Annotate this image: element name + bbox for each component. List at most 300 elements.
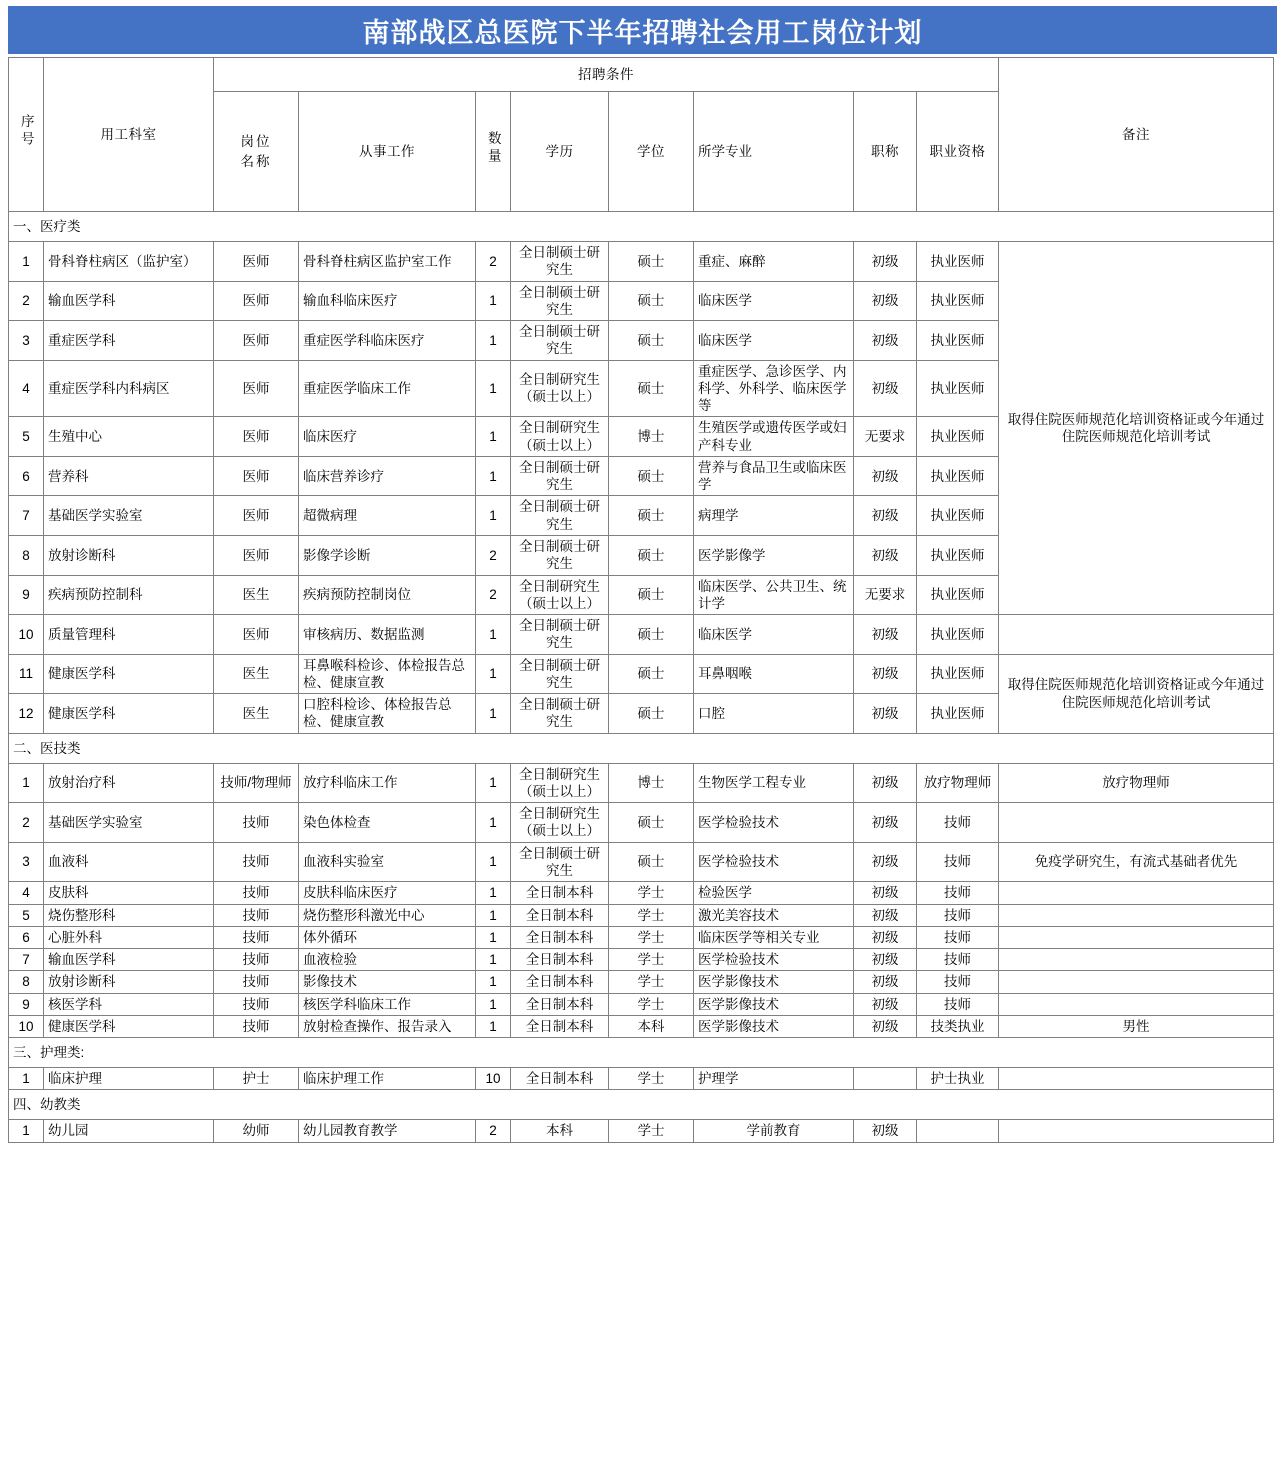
cell-work: 临床营养诊疗 xyxy=(299,456,476,496)
cell-seq: 7 xyxy=(9,949,44,971)
cell-num: 1 xyxy=(476,694,511,734)
cell-note xyxy=(999,615,1274,655)
cell-work: 输血科临床医疗 xyxy=(299,281,476,321)
cell-title-rank: 初级 xyxy=(854,615,917,655)
cell-work: 幼儿园教育教学 xyxy=(299,1120,476,1142)
cell-post: 技师 xyxy=(214,971,299,993)
cell-cert: 执业医师 xyxy=(917,654,999,694)
cell-post: 护士 xyxy=(214,1068,299,1090)
cell-dept: 基础医学实验室 xyxy=(44,496,214,536)
cell-title-rank: 无要求 xyxy=(854,417,917,457)
col-header-seq-label: 序号 xyxy=(18,114,34,150)
col-header-dept: 用工科室 xyxy=(44,58,214,212)
cell-dept: 心脏外科 xyxy=(44,926,214,948)
cell-note xyxy=(999,904,1274,926)
cell-edu: 全日制本科 xyxy=(511,993,609,1015)
col-header-seq xyxy=(9,58,44,212)
cell-title-rank: 初级 xyxy=(854,763,917,803)
cell-cert: 技师 xyxy=(917,993,999,1015)
cell-title-rank xyxy=(854,1068,917,1090)
cell-title-rank: 初级 xyxy=(854,882,917,904)
cell-post: 医师 xyxy=(214,535,299,575)
cell-degree: 学士 xyxy=(609,1068,694,1090)
cell-num: 1 xyxy=(476,971,511,993)
cell-work: 审核病历、数据监测 xyxy=(299,615,476,655)
cell-dept: 骨科脊柱病区（监护室） xyxy=(44,242,214,282)
cell-major: 医学影像学 xyxy=(694,535,854,575)
cell-seq: 11 xyxy=(9,654,44,694)
cell-post: 医师 xyxy=(214,321,299,361)
cell-post: 技师 xyxy=(214,882,299,904)
cell-degree: 学士 xyxy=(609,1120,694,1142)
cell-post: 医师 xyxy=(214,496,299,536)
cell-major: 护理学 xyxy=(694,1068,854,1090)
cell-dept: 重症医学科 xyxy=(44,321,214,361)
col-header-work: 从事工作 xyxy=(299,92,476,212)
table-row xyxy=(9,993,1274,1015)
section-header-row xyxy=(9,1038,1274,1068)
cell-work: 影像技术 xyxy=(299,971,476,993)
cell-work: 体外循环 xyxy=(299,926,476,948)
cell-dept: 放射诊断科 xyxy=(44,971,214,993)
cell-seq: 4 xyxy=(9,882,44,904)
cell-post: 技师 xyxy=(214,842,299,882)
cell-seq: 9 xyxy=(9,993,44,1015)
cell-cert: 技师 xyxy=(917,949,999,971)
cell-note xyxy=(999,971,1274,993)
cell-edu: 全日制硕士研究生 xyxy=(511,654,609,694)
cell-note: 男性 xyxy=(999,1015,1274,1037)
cell-seq: 1 xyxy=(9,763,44,803)
cell-dept: 临床护理 xyxy=(44,1068,214,1090)
cell-work: 烧伤整形科激光中心 xyxy=(299,904,476,926)
table-body xyxy=(9,212,1274,1143)
cell-degree: 硕士 xyxy=(609,535,694,575)
cell-post: 技师 xyxy=(214,803,299,843)
cell-num: 1 xyxy=(476,842,511,882)
cell-cert: 技师 xyxy=(917,926,999,948)
cell-edu: 全日制本科 xyxy=(511,949,609,971)
cell-num: 1 xyxy=(476,281,511,321)
cell-work: 核医学科临床工作 xyxy=(299,993,476,1015)
cell-edu: 全日制硕士研究生 xyxy=(511,242,609,282)
cell-major: 医学影像技术 xyxy=(694,971,854,993)
cell-work: 临床医疗 xyxy=(299,417,476,457)
cell-num: 10 xyxy=(476,1068,511,1090)
table-row xyxy=(9,1015,1274,1037)
cell-degree: 学士 xyxy=(609,882,694,904)
cell-seq: 9 xyxy=(9,575,44,615)
cell-seq: 5 xyxy=(9,417,44,457)
col-header-edu: 学历 xyxy=(511,92,609,212)
cell-edu: 全日制硕士研究生 xyxy=(511,281,609,321)
cell-major: 重症医学、急诊医学、内科学、外科学、临床医学等 xyxy=(694,360,854,417)
cell-post: 技师 xyxy=(214,926,299,948)
cell-dept: 疾病预防控制科 xyxy=(44,575,214,615)
cell-title-rank: 初级 xyxy=(854,949,917,971)
cell-cert: 执业医师 xyxy=(917,417,999,457)
cell-edu: 本科 xyxy=(511,1120,609,1142)
cell-num: 1 xyxy=(476,456,511,496)
job-plan-table-wrap xyxy=(8,57,1273,1143)
cell-note xyxy=(999,949,1274,971)
cell-degree: 硕士 xyxy=(609,615,694,655)
cell-post: 技师 xyxy=(214,993,299,1015)
cell-major: 生物医学工程专业 xyxy=(694,763,854,803)
cell-title-rank: 初级 xyxy=(854,1120,917,1142)
cell-degree: 硕士 xyxy=(609,321,694,361)
table-row xyxy=(9,1068,1274,1090)
cell-degree: 博士 xyxy=(609,417,694,457)
cell-num: 1 xyxy=(476,417,511,457)
header-row-group xyxy=(9,58,1274,92)
cell-num: 1 xyxy=(476,993,511,1015)
cell-work: 疾病预防控制岗位 xyxy=(299,575,476,615)
cell-post: 医师 xyxy=(214,281,299,321)
cell-seq: 8 xyxy=(9,971,44,993)
cell-degree: 硕士 xyxy=(609,496,694,536)
cell-post: 技师/物理师 xyxy=(214,763,299,803)
cell-major: 激光美容技术 xyxy=(694,904,854,926)
cell-cert: 技类执业 xyxy=(917,1015,999,1037)
cell-degree: 学士 xyxy=(609,949,694,971)
cell-cert: 执业医师 xyxy=(917,615,999,655)
cell-work: 骨科脊柱病区监护室工作 xyxy=(299,242,476,282)
cell-note: 取得住院医师规范化培训资格证或今年通过住院医师规范化培训考试 xyxy=(999,654,1274,733)
cell-title-rank: 初级 xyxy=(854,971,917,993)
cell-num: 2 xyxy=(476,1120,511,1142)
cell-num: 1 xyxy=(476,360,511,417)
cell-edu: 全日制硕士研究生 xyxy=(511,842,609,882)
cell-dept: 重症医学科内科病区 xyxy=(44,360,214,417)
cell-work: 血液检验 xyxy=(299,949,476,971)
cell-degree: 硕士 xyxy=(609,842,694,882)
cell-dept: 血液科 xyxy=(44,842,214,882)
cell-seq: 10 xyxy=(9,1015,44,1037)
cell-post: 幼师 xyxy=(214,1120,299,1142)
cell-dept: 生殖中心 xyxy=(44,417,214,457)
cell-work: 重症医学科临床医疗 xyxy=(299,321,476,361)
cell-edu: 全日制本科 xyxy=(511,882,609,904)
cell-seq: 3 xyxy=(9,842,44,882)
col-header-note: 备注 xyxy=(999,58,1274,212)
table-row xyxy=(9,763,1274,803)
cell-cert: 放疗物理师 xyxy=(917,763,999,803)
cell-degree: 博士 xyxy=(609,763,694,803)
cell-degree: 本科 xyxy=(609,1015,694,1037)
cell-major: 学前教育 xyxy=(694,1120,854,1142)
cell-degree: 硕士 xyxy=(609,803,694,843)
cell-post: 医师 xyxy=(214,242,299,282)
cell-edu: 全日制研究生（硕士以上） xyxy=(511,763,609,803)
cell-note xyxy=(999,1068,1274,1090)
table-header xyxy=(9,58,1274,212)
cell-post: 医师 xyxy=(214,417,299,457)
section-header-label: 一、医疗类 xyxy=(9,212,1274,242)
cell-work: 口腔科检诊、体检报告总检、健康宣教 xyxy=(299,694,476,734)
cell-title-rank: 初级 xyxy=(854,456,917,496)
cell-work: 超微病理 xyxy=(299,496,476,536)
cell-major: 临床医学等相关专业 xyxy=(694,926,854,948)
cell-edu: 全日制硕士研究生 xyxy=(511,694,609,734)
cell-title-rank: 初级 xyxy=(854,803,917,843)
cell-num: 1 xyxy=(476,615,511,655)
cell-cert: 执业医师 xyxy=(917,575,999,615)
col-header-post-label: 岗位名称 xyxy=(240,133,272,169)
cell-title-rank: 初级 xyxy=(854,904,917,926)
cell-seq: 6 xyxy=(9,456,44,496)
cell-work: 血液科实验室 xyxy=(299,842,476,882)
cell-num: 2 xyxy=(476,242,511,282)
table-row xyxy=(9,654,1274,694)
cell-major: 口腔 xyxy=(694,694,854,734)
cell-major: 医学检验技术 xyxy=(694,803,854,843)
cell-num: 1 xyxy=(476,904,511,926)
cell-major: 临床医学 xyxy=(694,615,854,655)
section-header-row xyxy=(9,1090,1274,1120)
cell-cert: 执业医师 xyxy=(917,242,999,282)
cell-work: 放疗科临床工作 xyxy=(299,763,476,803)
cell-num: 1 xyxy=(476,654,511,694)
cell-major: 医学影像技术 xyxy=(694,1015,854,1037)
cell-work: 耳鼻喉科检诊、体检报告总检、健康宣教 xyxy=(299,654,476,694)
section-header-label: 四、幼教类 xyxy=(9,1090,1274,1120)
cell-dept: 幼儿园 xyxy=(44,1120,214,1142)
cell-seq: 5 xyxy=(9,904,44,926)
title-bar xyxy=(8,6,1277,54)
cell-seq: 10 xyxy=(9,615,44,655)
col-header-major: 所学专业 xyxy=(694,92,854,212)
cell-edu: 全日制本科 xyxy=(511,1068,609,1090)
cell-edu: 全日制硕士研究生 xyxy=(511,496,609,536)
cell-edu: 全日制本科 xyxy=(511,904,609,926)
cell-edu: 全日制研究生（硕士以上） xyxy=(511,575,609,615)
cell-note: 免疫学研究生，有流式基础者优先 xyxy=(999,842,1274,882)
cell-major: 生殖医学或遗传医学或妇产科专业 xyxy=(694,417,854,457)
cell-post: 医生 xyxy=(214,654,299,694)
cell-note: 取得住院医师规范化培训资格证或今年通过住院医师规范化培训考试 xyxy=(999,242,1274,615)
cell-dept: 输血医学科 xyxy=(44,281,214,321)
cell-work: 放射检查操作、报告录入 xyxy=(299,1015,476,1037)
job-plan-table xyxy=(8,57,1274,1143)
cell-note xyxy=(999,882,1274,904)
cell-cert: 技师 xyxy=(917,882,999,904)
cell-post: 技师 xyxy=(214,949,299,971)
cell-num: 2 xyxy=(476,575,511,615)
cell-seq: 6 xyxy=(9,926,44,948)
cell-edu: 全日制硕士研究生 xyxy=(511,456,609,496)
cell-seq: 1 xyxy=(9,1068,44,1090)
cell-num: 2 xyxy=(476,535,511,575)
cell-num: 1 xyxy=(476,1015,511,1037)
section-header-row xyxy=(9,212,1274,242)
cell-cert xyxy=(917,1120,999,1142)
cell-title-rank: 无要求 xyxy=(854,575,917,615)
section-header-row xyxy=(9,733,1274,763)
cell-title-rank: 初级 xyxy=(854,281,917,321)
cell-note xyxy=(999,926,1274,948)
cell-note xyxy=(999,993,1274,1015)
cell-seq: 3 xyxy=(9,321,44,361)
cell-title-rank: 初级 xyxy=(854,926,917,948)
cell-major: 医学影像技术 xyxy=(694,993,854,1015)
cell-edu: 全日制硕士研究生 xyxy=(511,615,609,655)
cell-work: 影像学诊断 xyxy=(299,535,476,575)
table-row xyxy=(9,926,1274,948)
cell-major: 重症、麻醉 xyxy=(694,242,854,282)
cell-num: 1 xyxy=(476,882,511,904)
cell-edu: 全日制硕士研究生 xyxy=(511,321,609,361)
cell-work: 临床护理工作 xyxy=(299,1068,476,1090)
cell-num: 1 xyxy=(476,763,511,803)
cell-major: 临床医学、公共卫生、统计学 xyxy=(694,575,854,615)
cell-degree: 硕士 xyxy=(609,694,694,734)
cell-dept: 健康医学科 xyxy=(44,654,214,694)
cell-dept: 健康医学科 xyxy=(44,1015,214,1037)
cell-dept: 健康医学科 xyxy=(44,694,214,734)
col-header-num-label: 数量 xyxy=(485,131,501,167)
col-header-num xyxy=(476,92,511,212)
cell-cert: 执业医师 xyxy=(917,456,999,496)
cell-major: 检验医学 xyxy=(694,882,854,904)
cell-title-rank: 初级 xyxy=(854,842,917,882)
cell-title-rank: 初级 xyxy=(854,654,917,694)
table-row xyxy=(9,842,1274,882)
cell-dept: 输血医学科 xyxy=(44,949,214,971)
cell-seq: 4 xyxy=(9,360,44,417)
cell-dept: 质量管理科 xyxy=(44,615,214,655)
cell-major: 临床医学 xyxy=(694,281,854,321)
cell-edu: 全日制硕士研究生 xyxy=(511,535,609,575)
table-row xyxy=(9,242,1274,282)
cell-degree: 学士 xyxy=(609,993,694,1015)
cell-cert: 技师 xyxy=(917,803,999,843)
cell-num: 1 xyxy=(476,496,511,536)
cell-dept: 营养科 xyxy=(44,456,214,496)
cell-title-rank: 初级 xyxy=(854,535,917,575)
cell-seq: 2 xyxy=(9,803,44,843)
cell-cert: 执业医师 xyxy=(917,321,999,361)
cell-num: 1 xyxy=(476,321,511,361)
cell-work: 重症医学临床工作 xyxy=(299,360,476,417)
cell-post: 医师 xyxy=(214,456,299,496)
cell-work: 染色体检查 xyxy=(299,803,476,843)
cell-seq: 1 xyxy=(9,242,44,282)
cell-title-rank: 初级 xyxy=(854,242,917,282)
cell-cert: 技师 xyxy=(917,842,999,882)
cell-num: 1 xyxy=(476,949,511,971)
cell-major: 医学检验技术 xyxy=(694,949,854,971)
cell-dept: 基础医学实验室 xyxy=(44,803,214,843)
cell-edu: 全日制本科 xyxy=(511,1015,609,1037)
cell-edu: 全日制研究生（硕士以上） xyxy=(511,360,609,417)
cell-dept: 放射诊断科 xyxy=(44,535,214,575)
cell-degree: 硕士 xyxy=(609,242,694,282)
cell-title-rank: 初级 xyxy=(854,1015,917,1037)
cell-cert: 技师 xyxy=(917,904,999,926)
cell-edu: 全日制研究生（硕士以上） xyxy=(511,803,609,843)
cell-post: 医师 xyxy=(214,360,299,417)
cell-post: 医师 xyxy=(214,615,299,655)
page-title: 南部战区总医院下半年招聘社会用工岗位计划 xyxy=(362,17,923,48)
cell-dept: 核医学科 xyxy=(44,993,214,1015)
table-row xyxy=(9,904,1274,926)
col-header-cert: 职业资格 xyxy=(917,92,999,212)
cell-seq: 8 xyxy=(9,535,44,575)
cell-seq: 1 xyxy=(9,1120,44,1142)
cell-title-rank: 初级 xyxy=(854,360,917,417)
cell-edu: 全日制本科 xyxy=(511,971,609,993)
cell-title-rank: 初级 xyxy=(854,694,917,734)
cell-dept: 放射治疗科 xyxy=(44,763,214,803)
cell-post: 医生 xyxy=(214,694,299,734)
section-header-label: 三、护理类: xyxy=(9,1038,1274,1068)
cell-dept: 烧伤整形科 xyxy=(44,904,214,926)
table-row xyxy=(9,1120,1274,1142)
cell-post: 技师 xyxy=(214,1015,299,1037)
table-row xyxy=(9,949,1274,971)
cell-major: 临床医学 xyxy=(694,321,854,361)
cell-seq: 2 xyxy=(9,281,44,321)
cell-work: 皮肤科临床医疗 xyxy=(299,882,476,904)
cell-degree: 学士 xyxy=(609,904,694,926)
cell-note xyxy=(999,1120,1274,1142)
cell-cert: 执业医师 xyxy=(917,281,999,321)
cell-cert: 技师 xyxy=(917,971,999,993)
cell-note xyxy=(999,803,1274,843)
col-header-conditions-group: 招聘条件 xyxy=(214,58,999,92)
cell-degree: 学士 xyxy=(609,926,694,948)
cell-title-rank: 初级 xyxy=(854,496,917,536)
cell-cert: 执业医师 xyxy=(917,496,999,536)
cell-num: 1 xyxy=(476,926,511,948)
cell-degree: 硕士 xyxy=(609,575,694,615)
cell-title-rank: 初级 xyxy=(854,993,917,1015)
cell-note: 放疗物理师 xyxy=(999,763,1274,803)
cell-degree: 硕士 xyxy=(609,281,694,321)
cell-degree: 硕士 xyxy=(609,360,694,417)
section-header-label: 二、医技类 xyxy=(9,733,1274,763)
table-row xyxy=(9,971,1274,993)
cell-edu: 全日制本科 xyxy=(511,926,609,948)
cell-edu: 全日制研究生（硕士以上） xyxy=(511,417,609,457)
cell-major: 医学检验技术 xyxy=(694,842,854,882)
cell-seq: 12 xyxy=(9,694,44,734)
cell-cert: 执业医师 xyxy=(917,535,999,575)
col-header-degree: 学位 xyxy=(609,92,694,212)
cell-cert: 护士执业 xyxy=(917,1068,999,1090)
cell-seq: 7 xyxy=(9,496,44,536)
cell-post: 技师 xyxy=(214,904,299,926)
cell-degree: 硕士 xyxy=(609,456,694,496)
cell-degree: 学士 xyxy=(609,971,694,993)
table-row xyxy=(9,882,1274,904)
cell-dept: 皮肤科 xyxy=(44,882,214,904)
col-header-title-rank: 职称 xyxy=(854,92,917,212)
cell-cert: 执业医师 xyxy=(917,360,999,417)
cell-title-rank: 初级 xyxy=(854,321,917,361)
cell-num: 1 xyxy=(476,803,511,843)
cell-major: 病理学 xyxy=(694,496,854,536)
cell-cert: 执业医师 xyxy=(917,694,999,734)
cell-major: 耳鼻咽喉 xyxy=(694,654,854,694)
cell-post: 医生 xyxy=(214,575,299,615)
col-header-post xyxy=(214,92,299,212)
table-row xyxy=(9,615,1274,655)
cell-degree: 硕士 xyxy=(609,654,694,694)
cell-major: 营养与食品卫生或临床医学 xyxy=(694,456,854,496)
table-row xyxy=(9,803,1274,843)
